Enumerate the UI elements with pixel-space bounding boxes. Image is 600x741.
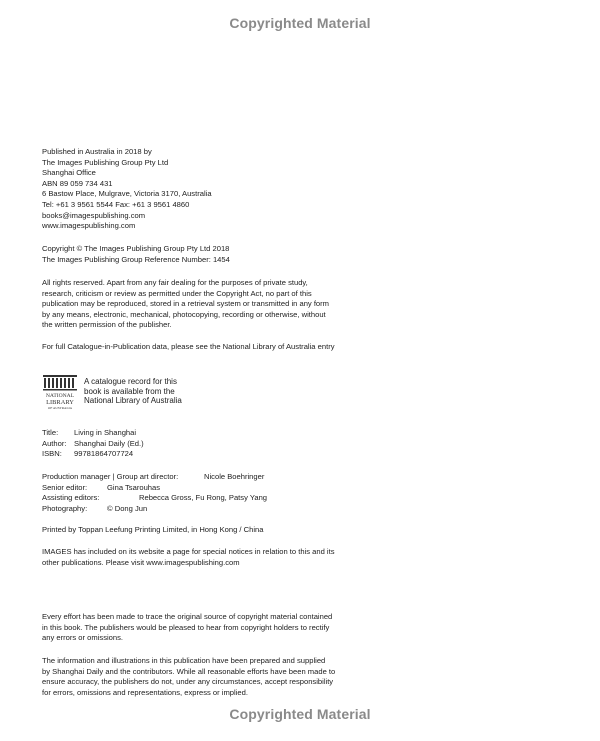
printed-by: [42, 525, 362, 536]
notices-line: IMAGES has included on its website a page for special notices in relation to this and its: [42, 547, 335, 556]
title-row: [42, 428, 362, 439]
publisher-block: [42, 147, 362, 232]
photography-value: © Dong Jun: [107, 503, 148, 513]
assisting-editors-row: [42, 493, 362, 504]
disclaimer-line: ensure accuracy, the publishers do not, under any circumstances, accept responsibility: [42, 677, 334, 687]
printed-by-text: Printed by Toppan Leefung Printing Limited, in Hong Kong / China: [42, 525, 264, 534]
senior-editor-row: [42, 483, 362, 494]
rights-line: by any means, electronic, mechanical, photocopying, recording or otherwise, without: [42, 309, 326, 319]
nla-catalogue-record: [84, 377, 194, 406]
disclaimer-line: for errors, omissions and representations, express or implied.: [42, 687, 248, 697]
isbn-row: [42, 449, 362, 460]
publisher-line: 6 Bastow Place, Mulgrave, Victoria 3170, Australia: [42, 189, 212, 199]
production-row: [42, 472, 362, 483]
disclaimer-line: Every effort has been made to trace the original source of copyright material contained: [42, 612, 333, 621]
production-value: Nicole Boehringer: [204, 472, 265, 481]
copyright-line: The Images Publishing Group Reference Number: 1454: [42, 254, 230, 264]
publisher-line: The Images Publishing Group Pty Ltd: [42, 157, 169, 167]
notices-block: [42, 547, 362, 568]
disclaimer-line: The information and illustrations in this publication have been prepared and supplied: [42, 656, 326, 665]
assisting-editors-label: Assisting editors:: [42, 493, 100, 503]
notices-line: other publications. Please visit www.imagespublishing.com: [42, 557, 240, 567]
credits-block: [42, 472, 362, 514]
publisher-line: ABN 89 059 734 431: [42, 178, 113, 188]
rights-line: the written permission of the publisher.: [42, 320, 172, 330]
nla-text-line: book is available from the: [84, 386, 175, 396]
disclaimer-line: any errors or omissions.: [42, 633, 124, 643]
copyright-watermark-top: Copyrighted Material: [229, 15, 371, 31]
senior-editor-label: Senior editor:: [42, 482, 88, 492]
rights-line: All rights reserved. Apart from any fair dealing for the purposes of private study,: [42, 278, 308, 287]
national-library-logo-icon: [42, 374, 78, 410]
rights-line: research, criticism or review as permitted under the Copyright Act, no part of this: [42, 288, 312, 298]
photography-row: [42, 504, 362, 515]
disclaimer-line: by Shanghai Daily and the contributors. While all reasonable efforts have been made to: [42, 666, 336, 676]
isbn-value: 99781864707724: [74, 449, 134, 459]
copyright-line: Copyright © The Images Publishing Group Pty Ltd 2018: [42, 244, 230, 253]
publisher-email: books@imagespublishing.com: [42, 210, 146, 220]
copyright-watermark-bottom: Copyrighted Material: [229, 706, 371, 722]
disclaimer-copyright-block: [42, 612, 362, 644]
book-info-block: [42, 428, 362, 460]
disclaimer-line: in this book. The publishers would be pleased to hear from copyright holders to rectify: [42, 622, 330, 632]
nla-text-line: National Library of Australia: [84, 396, 182, 406]
catalogue-note-text: For full Catalogue-in-Publication data, please see the National Library of Australia entry: [42, 342, 335, 351]
author-label: Author:: [42, 438, 67, 448]
isbn-label: ISBN:: [42, 449, 62, 459]
assisting-editors-value: Rebecca Gross, Fu Rong, Patsy Yang: [139, 493, 268, 503]
publisher-website: www.imagespublishing.com: [42, 221, 136, 231]
author-row: [42, 439, 362, 450]
disclaimer-accuracy-block: [42, 656, 362, 698]
senior-editor-value: Gina Tsarouhas: [107, 482, 161, 492]
publisher-line: Shanghai Office: [42, 168, 96, 178]
photography-label: Photography:: [42, 503, 88, 513]
publisher-line: Published in Australia in 2018 by: [42, 147, 152, 156]
nla-logo-line2: LIBRARY: [46, 399, 74, 406]
title-value: Living in Shanghai: [74, 428, 137, 437]
author-value: Shanghai Daily (Ed.): [74, 438, 144, 448]
publisher-line: Tel: +61 3 9561 5544 Fax: +61 3 9561 4860: [42, 199, 190, 209]
nla-text-line: A catalogue record for this: [84, 377, 177, 386]
rights-block: [42, 278, 362, 331]
title-label: Title:: [42, 428, 59, 437]
nla-logo-line3: OF AUSTRALIA: [47, 406, 73, 410]
nla-logo-line1: NATIONAL: [45, 393, 75, 399]
catalogue-note: [42, 342, 382, 353]
production-label: Production manager | Group art director:: [42, 472, 179, 481]
copyright-block: [42, 244, 362, 265]
rights-line: publication may be reproduced, stored in a retrieval system or transmitted in any form: [42, 299, 330, 309]
